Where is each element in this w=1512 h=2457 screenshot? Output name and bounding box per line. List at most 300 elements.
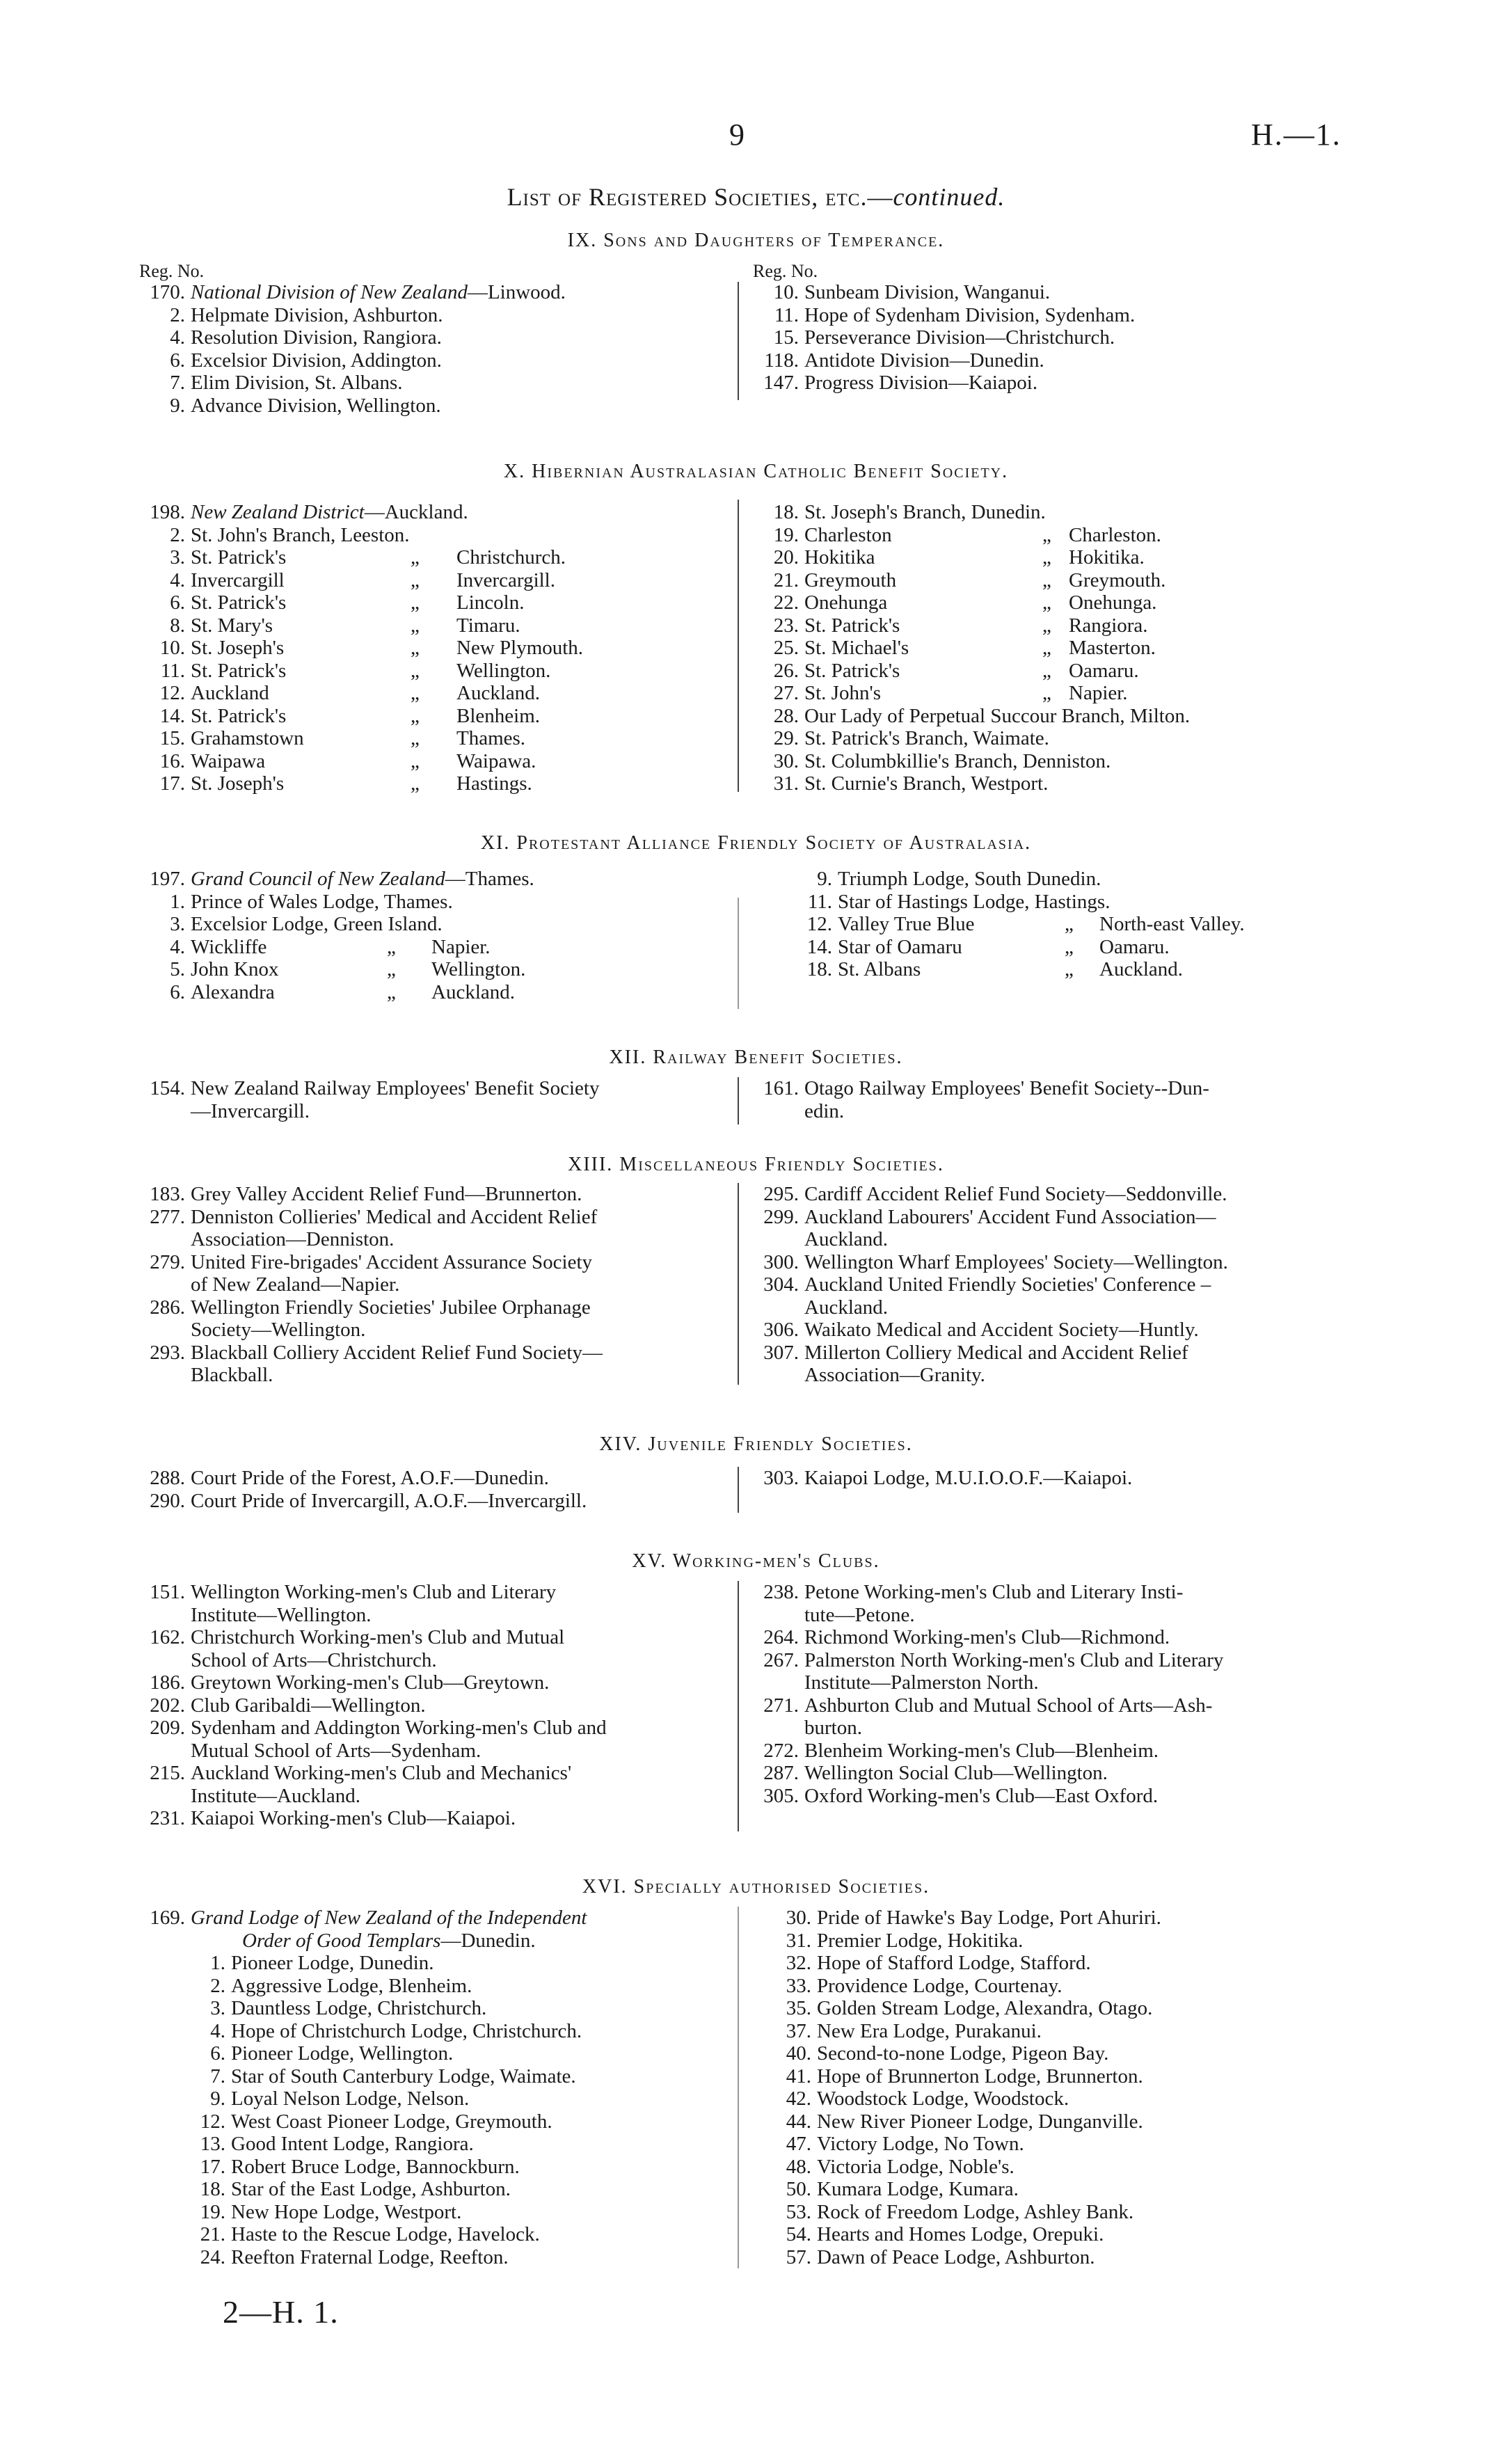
ditto-mark: „ <box>387 980 396 1003</box>
list-item <box>139 1206 736 1229</box>
reg-number: 288. <box>150 1467 185 1489</box>
reg-number: 2. <box>170 303 185 326</box>
ditto-mark: „ <box>1042 659 1051 682</box>
list-item <box>765 2088 1385 2110</box>
ditto-mark: „ <box>411 682 420 704</box>
list-item <box>139 524 736 547</box>
reg-number: 154. <box>150 1077 185 1099</box>
branch-place: Napier. <box>431 935 491 958</box>
society-entry: Antidote Division—Dunedin. <box>804 349 1044 372</box>
page-number: 9 <box>729 118 745 152</box>
list-item <box>180 1952 777 1975</box>
society-entry-line1: Court Pride of Invercargill, A.O.F.—Invercargill. <box>191 1489 587 1512</box>
list-item <box>765 2020 1385 2043</box>
society-entry-line1: Richmond Working-men's Club—Richmond. <box>804 1626 1170 1648</box>
branch-place: Thames. <box>456 727 526 749</box>
list-item <box>765 2178 1385 2201</box>
reg-number: 17. <box>159 772 185 795</box>
list-item <box>765 2201 1385 2224</box>
society-entry: Our Lady of Perpetual Succour Branch, Milton. <box>804 704 1191 727</box>
list-item <box>139 281 736 304</box>
society-entry: West Coast Pioneer Lodge, Greymouth. <box>231 2110 552 2133</box>
branch-name: Waipawa <box>191 749 266 772</box>
society-name: National Division of New Zealand <box>191 281 468 303</box>
ditto-mark: „ <box>411 614 420 637</box>
list-item <box>765 2110 1385 2133</box>
list-item <box>753 546 1372 569</box>
reg-number: 300. <box>763 1250 799 1273</box>
page-title-continued: continued. <box>893 183 1005 211</box>
reg-number: 50. <box>786 2178 811 2200</box>
ditto-mark: „ <box>411 591 420 614</box>
branch-name: St. John's <box>804 682 881 704</box>
section-title-xi: XI. Protestant Alliance Friendly Society of Australasia. <box>480 832 1032 854</box>
list-item <box>753 1206 1372 1229</box>
branch-name: Valley True Blue <box>838 913 975 935</box>
reg-number: 7. <box>170 372 185 394</box>
society-entry-line1: Wellington Working-men's Club and Literary <box>191 1581 557 1603</box>
reg-number: 7. <box>210 2065 225 2088</box>
branch-name: Auckland <box>191 682 269 704</box>
society-entry: Triumph Lodge, South Dunedin. <box>838 868 1101 890</box>
branch-name: St. Patrick's <box>191 704 287 727</box>
reg-number: 6. <box>170 980 185 1003</box>
list-item <box>765 2156 1385 2179</box>
society-entry-line1: Court Pride of the Forest, A.O.F.—Dunedin. <box>191 1467 549 1489</box>
reg-number: 19. <box>200 2200 225 2223</box>
branch-name: St. Mary's <box>191 614 273 637</box>
society-entry-line1: Wellington Wharf Employees' Society—Wellington. <box>804 1250 1228 1273</box>
list-item <box>180 2201 777 2224</box>
list-item <box>753 772 1372 795</box>
list-item <box>753 281 1372 304</box>
ditto-mark: „ <box>411 704 420 727</box>
reg-number: 22. <box>773 591 799 614</box>
ditto-mark: „ <box>411 546 420 568</box>
section-title-xvi: XVI. Specially authorised Societies. <box>582 1876 930 1898</box>
list-item <box>139 682 736 705</box>
reg-number: 11. <box>774 303 799 326</box>
reg-number: 14. <box>806 935 832 958</box>
ditto-mark: „ <box>1042 523 1051 546</box>
society-entry: Advance Division, Wellington. <box>191 394 441 417</box>
section-xi-left-column <box>139 868 736 1003</box>
society-entry: Woodstock Lodge, Woodstock. <box>817 2088 1069 2110</box>
list-item <box>753 1319 1372 1342</box>
list-item <box>765 2133 1385 2156</box>
list-item <box>139 591 736 614</box>
society-entry: Robert Bruce Lodge, Bannockburn. <box>231 2155 520 2178</box>
branch-place: Timaru. <box>456 614 520 637</box>
branch-place: Charleston. <box>1069 523 1161 546</box>
section-ix-right-column <box>753 262 1372 395</box>
list-item-continuation <box>139 1604 736 1627</box>
reg-number: 19. <box>773 523 799 546</box>
reg-number: 18. <box>200 2178 225 2200</box>
society-entry-line1: Kaiapoi Working-men's Club—Kaiapoi. <box>191 1807 516 1829</box>
list-item <box>139 1671 736 1694</box>
list-item <box>180 2088 777 2110</box>
reg-number: 279. <box>150 1250 185 1273</box>
list-item <box>139 372 736 395</box>
ditto-mark: „ <box>1042 546 1051 568</box>
branch-place: Wellington. <box>431 958 526 980</box>
branch-place: New Plymouth. <box>456 637 584 659</box>
society-entry: Kumara Lodge, Kumara. <box>817 2178 1019 2200</box>
society-entry: Excelsior Division, Addington. <box>191 349 442 372</box>
society-entry-line1: Millerton Colliery Medical and Accident Relief <box>804 1341 1188 1364</box>
list-item <box>753 1694 1372 1717</box>
list-item <box>139 326 736 349</box>
reg-number: 16. <box>159 749 185 772</box>
reg-number: 6. <box>170 349 185 372</box>
list-item <box>753 591 1372 614</box>
society-entry: Rock of Freedom Lodge, Ashley Bank. <box>817 2200 1134 2223</box>
list-item <box>753 1077 1372 1100</box>
society-entry: Second-to-none Lodge, Pigeon Bay. <box>817 2042 1109 2065</box>
society-entry: St. Patrick's Branch, Waimate. <box>804 727 1049 749</box>
list-item <box>139 614 736 637</box>
list-item <box>139 501 736 524</box>
section-xiv-right-column <box>753 1467 1372 1490</box>
list-item-continuation <box>753 1100 1372 1123</box>
list-item <box>139 772 736 795</box>
society-entry: Hope of Brunnerton Lodge, Brunnerton. <box>817 2065 1143 2088</box>
society-entry-line1: Auckland United Friendly Societies' Conference – <box>804 1273 1211 1296</box>
reg-number: 4. <box>170 935 185 958</box>
society-entry: Star of South Canterbury Lodge, Waimate. <box>231 2065 576 2088</box>
society-entry: Star of the East Lodge, Ashburton. <box>231 2178 511 2200</box>
list-item <box>180 2065 777 2088</box>
list-item <box>180 2042 777 2065</box>
reg-number: 147. <box>763 372 799 394</box>
reg-number: 303. <box>763 1467 799 1489</box>
section-xiii-left-column <box>139 1183 736 1387</box>
society-entry: Perseverance Division—Christchurch. <box>804 326 1115 349</box>
reg-number: 35. <box>786 1997 811 2019</box>
list-item <box>180 2178 777 2201</box>
list-item <box>139 727 736 750</box>
reg-number: 18. <box>806 958 832 980</box>
list-item-continuation <box>139 1100 736 1123</box>
list-item <box>139 1807 736 1830</box>
reg-number: 9. <box>170 394 185 417</box>
list-item-continuation <box>753 1296 1372 1319</box>
branch-name: Greymouth <box>804 568 897 591</box>
society-entry: New Hope Lodge, Westport. <box>231 2200 462 2223</box>
society-entry: St. Columbkillie's Branch, Denniston. <box>804 749 1111 772</box>
society-name-line2: Order of Good Templars <box>242 1929 441 1952</box>
reg-number: 23. <box>773 614 799 637</box>
society-entry-line1: Waikato Medical and Accident Society—Huntly. <box>804 1319 1199 1341</box>
branch-place: Blenheim. <box>456 704 541 727</box>
society-entry-line1: Denniston Collieries' Medical and Accident Relief <box>191 1205 598 1228</box>
branch-name: St. Patrick's <box>804 614 900 637</box>
society-entry: Hope of Stafford Lodge, Stafford. <box>817 1952 1091 1974</box>
list-item <box>139 1251 736 1274</box>
list-item <box>753 1467 1372 1490</box>
society-entry: Sunbeam Division, Wanganui. <box>804 281 1051 303</box>
branch-name: Wickliffe <box>191 935 267 958</box>
branch-name: St. Albans <box>838 958 921 980</box>
reg-number: 21. <box>200 2223 225 2245</box>
reg-number: 2. <box>210 1974 225 1997</box>
society-entry: Prince of Wales Lodge, Thames. <box>191 890 453 913</box>
reg-number: 12. <box>806 913 832 935</box>
society-entry: New River Pioneer Lodge, Dunganville. <box>817 2110 1143 2133</box>
list-item <box>139 1762 736 1785</box>
list-item <box>139 349 736 372</box>
reg-number: 4. <box>170 326 185 349</box>
list-item <box>753 750 1372 773</box>
society-entry: Providence Lodge, Courtenay. <box>817 1974 1063 1997</box>
reg-number: 2. <box>170 523 185 546</box>
reg-number: 169. <box>150 1907 185 1929</box>
reg-number: 118. <box>764 349 799 372</box>
society-entry: Loyal Nelson Lodge, Nelson. <box>231 2088 470 2110</box>
society-entry-line1: Auckland Labourers' Accident Fund Association— <box>804 1205 1216 1228</box>
list-item <box>139 637 736 660</box>
list-item <box>753 1251 1372 1274</box>
society-place: —Thames. <box>445 868 534 890</box>
reg-number: 267. <box>763 1648 799 1671</box>
list-item <box>753 569 1372 592</box>
reg-number: 4. <box>170 568 185 591</box>
reg-number: 14. <box>159 704 185 727</box>
list-item <box>139 1183 736 1206</box>
ditto-mark: „ <box>1065 935 1074 958</box>
society-entry-line1: Wellington Social Club—Wellington. <box>804 1762 1108 1784</box>
branch-place: Auckland. <box>456 682 540 704</box>
list-item-continuation <box>753 1604 1372 1627</box>
list-item <box>753 501 1372 524</box>
ditto-mark: „ <box>1042 591 1051 614</box>
section-xv-right-column <box>753 1581 1372 1807</box>
society-entry-line1: Cardiff Accident Relief Fund Society—Seddonville. <box>804 1183 1227 1205</box>
list-item <box>180 1997 777 2020</box>
list-item-continuation <box>139 1364 736 1387</box>
reg-number: 198. <box>150 501 185 523</box>
reg-number: 197. <box>150 868 185 890</box>
page-title-main: List of Registered Societies, etc.— <box>507 183 893 211</box>
list-item <box>765 2042 1385 2065</box>
reg-number: 307. <box>763 1341 799 1364</box>
list-item <box>139 705 736 728</box>
section-xii-left-column <box>139 1077 736 1122</box>
reg-number: 264. <box>763 1626 799 1648</box>
branch-name: John Knox <box>191 958 279 980</box>
society-entry-line1: Wellington Friendly Societies' Jubilee Orphanage <box>191 1296 591 1319</box>
list-item <box>753 727 1372 750</box>
list-item <box>180 2133 777 2156</box>
column-divider <box>738 1907 739 2268</box>
reg-number: 306. <box>763 1319 799 1341</box>
branch-place: Invercargill. <box>456 568 555 591</box>
branch-place: Hokitika. <box>1069 546 1145 568</box>
ditto-mark: „ <box>387 958 396 980</box>
reg-number: 10. <box>159 637 185 659</box>
society-entry: Resolution Division, Rangiora. <box>191 326 442 349</box>
list-item <box>753 705 1372 728</box>
society-entry-line1: Palmerston North Working-men's Club and Literary <box>804 1648 1224 1671</box>
ditto-mark: „ <box>411 727 420 749</box>
society-entry-line2: burton. <box>804 1717 862 1739</box>
society-entry: Premier Lodge, Hokitika. <box>817 1929 1024 1952</box>
reg-number: 183. <box>150 1183 185 1205</box>
branch-place: Lincoln. <box>456 591 525 614</box>
society-entry-line1: Otago Railway Employees' Benefit Society--Dun- <box>804 1077 1209 1099</box>
reg-number: 5. <box>170 958 185 980</box>
list-item <box>753 349 1372 372</box>
list-item-continuation <box>753 1228 1372 1251</box>
society-entry: Hope of Sydenham Division, Sydenham. <box>804 303 1136 326</box>
reg-number: 186. <box>150 1671 185 1694</box>
society-entry: St. Joseph's Branch, Dunedin. <box>804 501 1046 523</box>
society-entry-line2: Institute—Wellington. <box>191 1603 372 1626</box>
society-place: —Linwood. <box>467 281 566 303</box>
ditto-mark: „ <box>411 659 420 682</box>
list-item <box>753 660 1372 683</box>
society-entry-line2: Society—Wellington. <box>191 1319 366 1341</box>
reg-number: 33. <box>786 1974 811 1997</box>
list-item <box>139 868 736 891</box>
list-item <box>139 750 736 773</box>
list-item <box>139 958 736 981</box>
reg-number: 293. <box>150 1341 185 1364</box>
list-item-continuation <box>753 1671 1372 1694</box>
section-title-xiv: XIV. Juvenile Friendly Societies. <box>599 1433 913 1455</box>
column-divider <box>738 500 739 792</box>
branch-name: Alexandra <box>191 980 275 1003</box>
reg-number: 44. <box>786 2110 811 2133</box>
section-x-right-column <box>753 501 1372 795</box>
column-divider <box>738 1581 739 1831</box>
list-item <box>180 1975 777 1998</box>
reg-number: 304. <box>763 1273 799 1296</box>
reg-number: 9. <box>817 868 832 890</box>
reg-number: 290. <box>150 1489 185 1512</box>
reg-number: 42. <box>786 2088 811 2110</box>
reg-number: 47. <box>786 2133 811 2155</box>
society-entry-line1: Auckland Working-men's Club and Mechanics' <box>191 1762 572 1784</box>
society-entry-line2: edin. <box>804 1099 845 1122</box>
reg-number: 3. <box>210 1997 225 2019</box>
society-name: Grand Council of New Zealand <box>191 868 445 890</box>
reg-number: 21. <box>773 568 799 591</box>
reg-number: 3. <box>170 913 185 935</box>
list-item-continuation <box>753 1717 1372 1740</box>
reg-number: 27. <box>773 682 799 704</box>
society-entry-line1: Blenheim Working-men's Club—Blenheim. <box>804 1739 1159 1762</box>
section-title-xii: XII. Railway Benefit Societies. <box>609 1047 903 1068</box>
branch-place: Wellington. <box>456 659 551 682</box>
reg-number: 24. <box>200 2245 225 2268</box>
reg-number: 48. <box>786 2155 811 2178</box>
section-title-x: X. Hibernian Australasian Catholic Benefit Society. <box>503 461 1009 482</box>
reg-number: 53. <box>786 2200 811 2223</box>
section-title-xv: XV. Working-men's Clubs. <box>632 1550 880 1572</box>
society-entry: Helpmate Division, Ashburton. <box>191 303 443 326</box>
section-xi-right-column <box>786 868 1406 981</box>
society-name-line1: Grand Lodge of New Zealand of the Independent <box>191 1907 587 1929</box>
reg-number: 215. <box>150 1762 185 1784</box>
reg-number: 170. <box>150 281 185 303</box>
reg-number: 202. <box>150 1694 185 1717</box>
list-item-continuation <box>139 1740 736 1763</box>
page-title <box>0 182 1512 212</box>
society-entry: Pride of Hawke's Bay Lodge, Port Ahuriri. <box>817 1907 1161 1929</box>
society-entry-line2: School of Arts—Christchurch. <box>191 1648 437 1671</box>
list-item <box>139 936 736 959</box>
section-xvi-right-column <box>765 1907 1385 2268</box>
society-entry-line1: Blackball Colliery Accident Relief Fund Society— <box>191 1341 603 1364</box>
society-entry-line1: Christchurch Working-men's Club and Mutual <box>191 1626 565 1648</box>
reg-number: 11. <box>807 890 832 913</box>
branch-place: Auckland. <box>431 980 515 1003</box>
reg-number: 26. <box>773 659 799 682</box>
list-item <box>753 304 1372 327</box>
reg-number: 151. <box>150 1581 185 1603</box>
society-entry-line2: Institute—Auckland. <box>191 1784 361 1807</box>
society-entry-line1: Greytown Working-men's Club—Greytown. <box>191 1671 550 1694</box>
branch-name: St. Joseph's <box>191 772 285 795</box>
reg-number: 238. <box>763 1581 799 1603</box>
list-item <box>139 1907 736 1930</box>
list-item <box>180 2156 777 2179</box>
reg-number: 12. <box>159 682 185 704</box>
society-entry: Aggressive Lodge, Blenheim. <box>231 1974 472 1997</box>
reg-no-label: Reg. No. <box>139 261 205 281</box>
reg-number: 40. <box>786 2042 811 2065</box>
branch-place: Oamaru. <box>1069 659 1139 682</box>
society-place: —Auckland. <box>364 501 468 523</box>
list-item <box>180 2110 777 2133</box>
reg-number: 54. <box>786 2223 811 2245</box>
society-entry: Victoria Lodge, Noble's. <box>817 2155 1014 2178</box>
list-item <box>765 1930 1385 1953</box>
list-item <box>765 1952 1385 1975</box>
column-divider <box>738 898 739 1009</box>
branch-name: St. Patrick's <box>191 546 287 568</box>
list-item <box>753 326 1372 349</box>
reg-number: 4. <box>210 2019 225 2042</box>
reg-number: 272. <box>763 1739 799 1762</box>
society-entry: Dauntless Lodge, Christchurch. <box>231 1997 487 2019</box>
reg-number: 41. <box>786 2065 811 2088</box>
section-title-ix: IX. Sons and Daughters of Temperance. <box>567 230 945 251</box>
society-entry-line1: New Zealand Railway Employees' Benefit Society <box>191 1077 600 1099</box>
list-item <box>753 637 1372 660</box>
reg-number: 231. <box>150 1807 185 1829</box>
branch-name: Charleston <box>804 523 892 546</box>
section-xvi-left-column <box>139 1907 736 2268</box>
reg-number: 37. <box>786 2019 811 2042</box>
branch-place: Waipawa. <box>456 749 536 772</box>
reg-number: 6. <box>210 2042 225 2065</box>
reg-number: 28. <box>773 704 799 727</box>
reg-number: 286. <box>150 1296 185 1319</box>
society-entry-line2: Institute—Palmerston North. <box>804 1671 1039 1694</box>
reg-number: 10. <box>773 281 799 303</box>
section-x-left-column <box>139 501 736 795</box>
list-item-continuation <box>139 1228 736 1251</box>
society-entry: Progress Division—Kaiapoi. <box>804 372 1038 394</box>
section-ix-left-column <box>139 262 736 417</box>
list-item <box>139 1626 736 1649</box>
page-signature: 2—H. 1. <box>223 2294 339 2330</box>
society-entry: Dawn of Peace Lodge, Ashburton. <box>817 2245 1095 2268</box>
society-entry: Star of Hastings Lodge, Hastings. <box>838 890 1111 913</box>
